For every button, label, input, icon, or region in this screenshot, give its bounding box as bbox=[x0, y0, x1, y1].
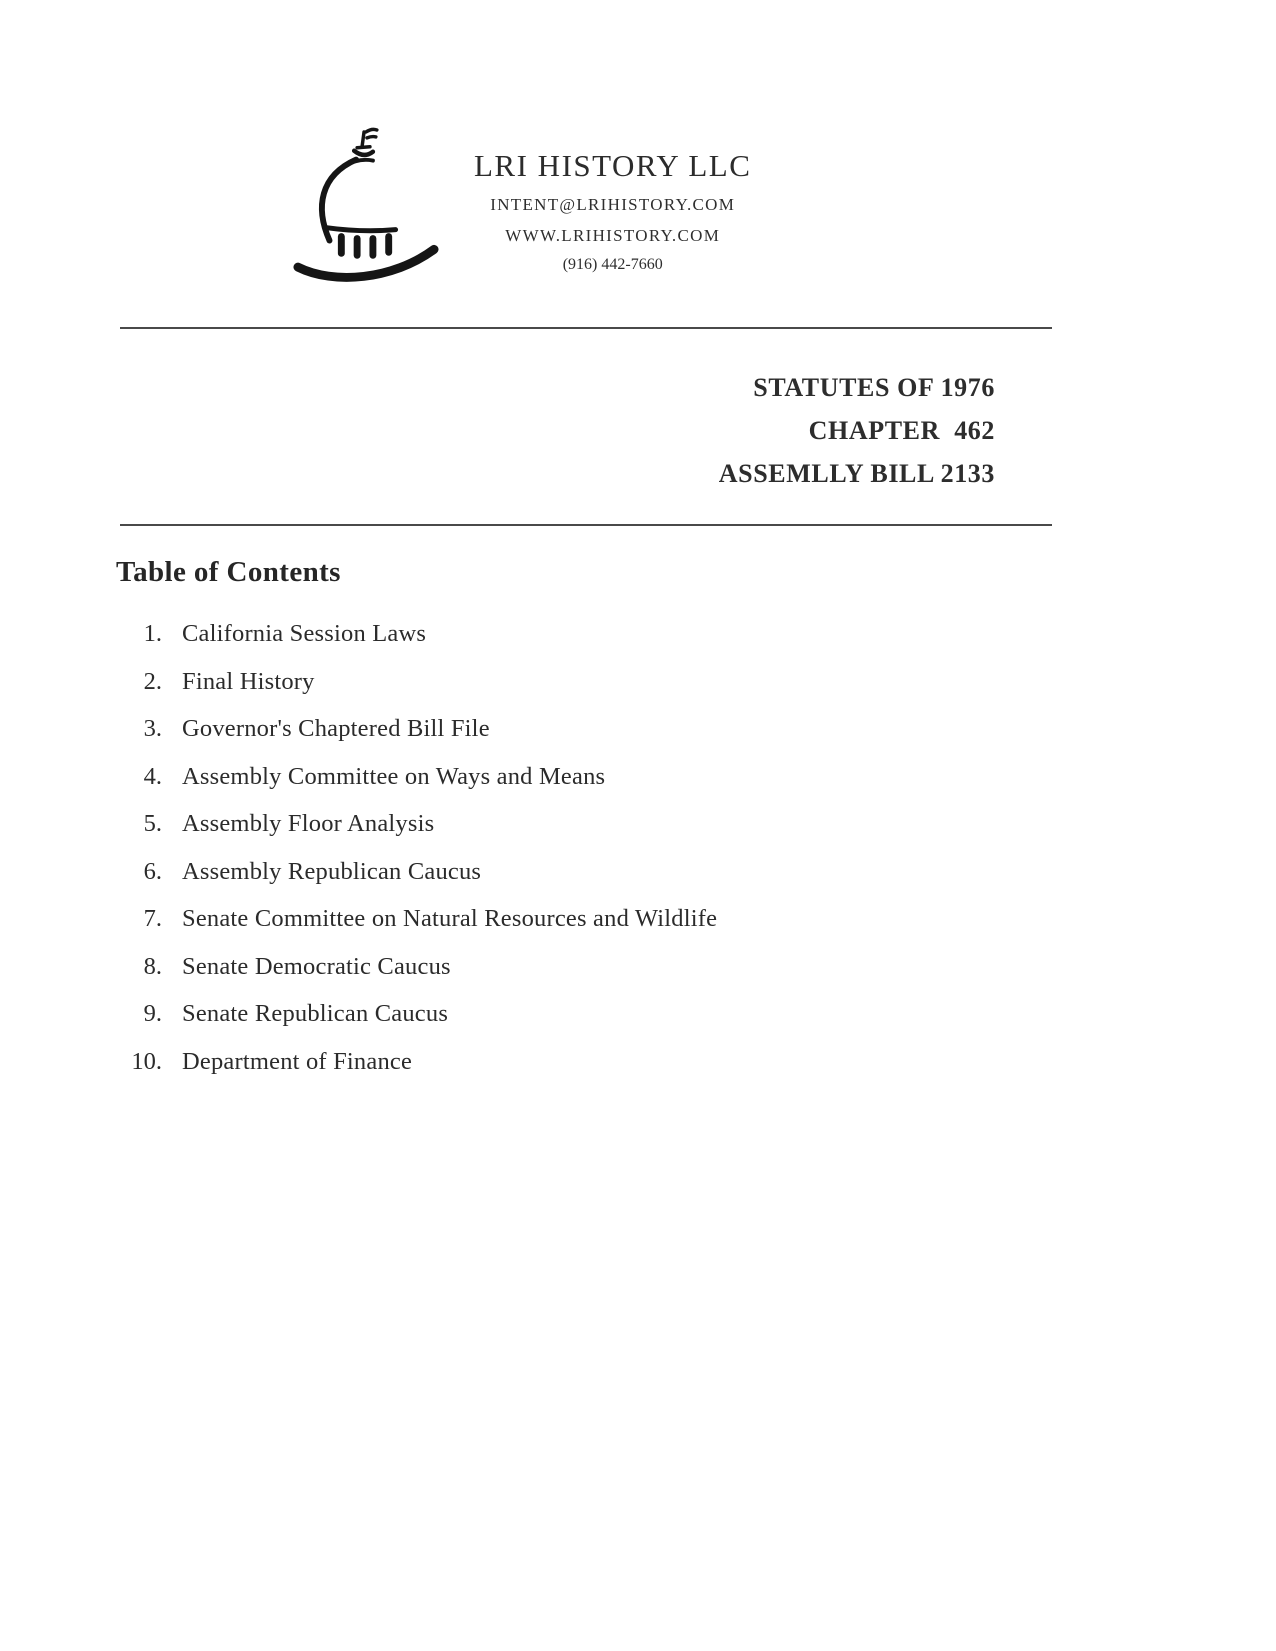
toc-item bbox=[116, 953, 717, 1001]
toc-item-label: Governor's Chaptered Bill File bbox=[182, 715, 490, 742]
toc-item bbox=[116, 763, 717, 811]
toc-heading: Table of Contents bbox=[116, 556, 341, 588]
toc-item-number: 7. bbox=[143, 905, 162, 932]
assembly-bill-line: ASSEMLLY BILL 2133 bbox=[718, 459, 995, 488]
toc-item bbox=[116, 905, 717, 953]
toc-item-number: 4. bbox=[143, 762, 162, 790]
toc-item bbox=[116, 668, 717, 716]
statutes-line: STATUTES OF 1976 bbox=[753, 373, 995, 402]
toc-item-label: California Session Laws bbox=[182, 620, 427, 647]
toc-list bbox=[116, 620, 717, 1095]
toc-item-label: Department of Finance bbox=[182, 1047, 413, 1075]
toc-item-label: Final History bbox=[182, 667, 315, 695]
toc-item-number: 3. bbox=[143, 715, 162, 742]
capitol-dome-icon bbox=[292, 124, 440, 282]
toc-item bbox=[116, 620, 717, 668]
toc-item-label: Assembly Committee on Ways and Means bbox=[182, 762, 606, 790]
company-block bbox=[474, 124, 751, 274]
toc-item bbox=[116, 1000, 717, 1048]
toc-item-number: 5. bbox=[143, 810, 162, 837]
toc-item-number: 2. bbox=[143, 667, 162, 695]
toc-item bbox=[116, 715, 717, 763]
company-name: LRI HISTORY LLC bbox=[474, 148, 752, 183]
divider-bottom bbox=[120, 524, 1052, 526]
company-email: INTENT@LRIHISTORY.COM bbox=[490, 195, 736, 214]
toc-item bbox=[116, 1048, 717, 1096]
divider-top bbox=[120, 327, 1052, 329]
toc-item-label: Assembly Floor Analysis bbox=[182, 810, 435, 837]
toc-item-number: 10. bbox=[131, 1047, 162, 1075]
company-website: WWW.LRIHISTORY.COM bbox=[505, 226, 721, 245]
toc-item-number: 6. bbox=[143, 857, 162, 885]
toc-item-label: Senate Committee on Natural Resources and Wildlife bbox=[182, 905, 718, 932]
toc-item bbox=[116, 810, 717, 858]
toc-item-label: Senate Democratic Caucus bbox=[182, 952, 451, 980]
company-phone: (916) 442-7660 bbox=[562, 256, 663, 273]
letterhead bbox=[292, 124, 751, 282]
chapter-line: CHAPTER 462 bbox=[808, 416, 995, 445]
toc-item-number: 1. bbox=[143, 620, 162, 647]
toc-item-number: 9. bbox=[143, 1000, 162, 1027]
toc-item bbox=[116, 858, 717, 906]
toc-item-label: Senate Republican Caucus bbox=[182, 1000, 449, 1027]
toc-item-number: 8. bbox=[143, 952, 162, 980]
toc-item-label: Assembly Republican Caucus bbox=[182, 857, 482, 885]
statutes-title-block bbox=[719, 366, 995, 495]
